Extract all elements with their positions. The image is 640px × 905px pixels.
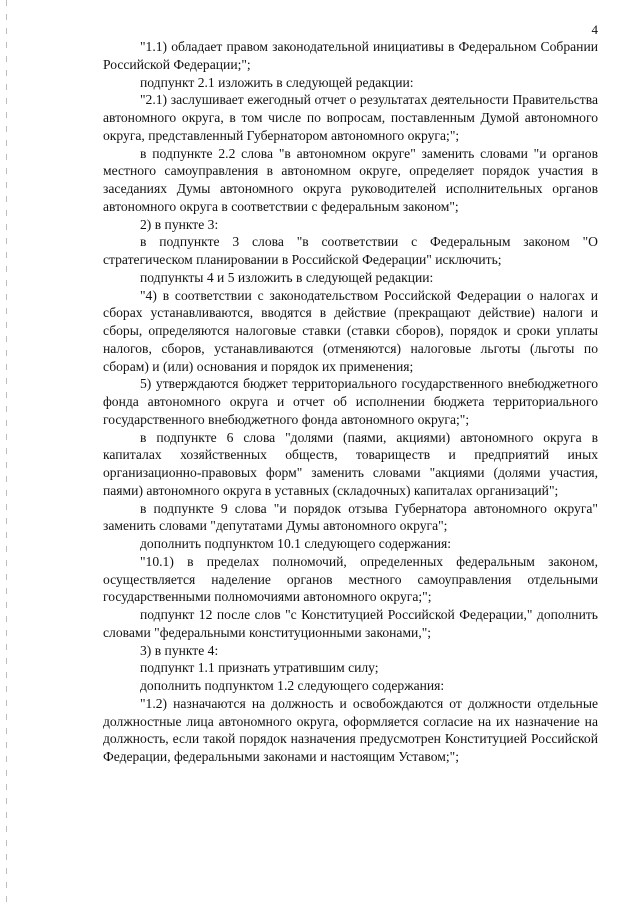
paragraph-2-2: в подпункте 2.2 слова "в автономном округе" заменить словами "и органов местного самоуправления в автономном округе, определяет порядок участия в заседаниях Думы автономного округа руководителей исполнительных органов автономного округа в соответствии с федеральным законом";: [103, 145, 598, 214]
paragraph-5: 5) утверждаются бюджет территориального государственного внебюджетного фонда автономного округа и отчет об исполнении бюджета территориального государственного внебюджетного фонда автономного округа;";: [103, 376, 598, 427]
page-number: 4: [591, 22, 598, 37]
paragraph-10-1: "10.1) в пределах полномочий, определенных федеральным законом, осуществляется наделение органов местного самоуправления отдельными государственными полномочиями автономного округа;";: [103, 553, 598, 605]
paragraph-1-1: "1.1) обладает правом законодательной инициативы в Федеральном Собрании Российской Федерации;";: [103, 39, 598, 72]
paragraph-sub-9: в подпункте 9 слова "и порядок отзыва Губернатора автономного округа" заменить словами "депутатами Думы автономного округа";: [103, 500, 598, 534]
paragraph-edit-2-1: подпункт 2.1 изложить в следующей редакции:: [140, 74, 414, 90]
paragraph-sub-12: подпункт 12 после слов "с Конституцией Российской Федерации," дополнить словами "федеральными конституционными законами,";: [103, 607, 598, 640]
paragraph-add-10-1: дополнить подпунктом 10.1 следующего содержания:: [140, 536, 451, 551]
document-body: [103, 38, 598, 766]
paragraph-sub-6: в подпункте 6 слова "долями (паями, акциями) автономного округа в капиталах хозяйственных обществ, товариществ и предприятий иных организационно-правовых форм" заменить словами "акциями (долями участия, паями) автономного округа в уставных (складочных) капиталах организаций";: [103, 429, 598, 498]
paragraph-1-2: "1.2) назначаются на должность и освобождаются от должности отдельные должностные лица автономного округа, оформляется согласие на их назначение на должность, если такой порядок назначения предусмотрен Конституцией Российской Федерации, федеральными законами и настоящим Уставом;";: [103, 695, 598, 764]
paragraph-item-2: 2) в пункте 3:: [140, 216, 219, 232]
paragraph-edit-4-5: подпункты 4 и 5 изложить в следующей редакции:: [140, 269, 434, 285]
paragraph-2-1: "2.1) заслушивает ежегодный отчет о результатах деятельности Правительства автономного округа, в том числе по вопросам, поставленным Думой автономного округа, представленный Губернатором автономного округа;";: [103, 92, 598, 143]
paragraph-item-3: 3) в пункте 4:: [140, 642, 219, 658]
paragraph-add-1-2: дополнить подпунктом 1.2 следующего содержания:: [140, 678, 445, 693]
scan-edge-line: [6, 0, 7, 905]
paragraph-sub-3: в подпункте 3 слова "в соответствии с Федеральным законом "О стратегическом планировании в Российской Федерации" исключить;: [103, 234, 598, 267]
paragraph-1-1-repeal: подпункт 1.1 признать утратившим силу;: [140, 660, 379, 676]
paragraph-4: "4) в соответствии с законодательством Российской Федерации о налогах и сборах устанавливаются, вводятся в действие (прекращают действие) налоги и сборы, определяются налоговые ставки (ставки сборов), порядок и сроки уплаты налогов, сборов, устанавливаются (отменяются) налоговые льготы (льготы по сборам) и (или) основания и порядок их применения;: [103, 287, 598, 374]
